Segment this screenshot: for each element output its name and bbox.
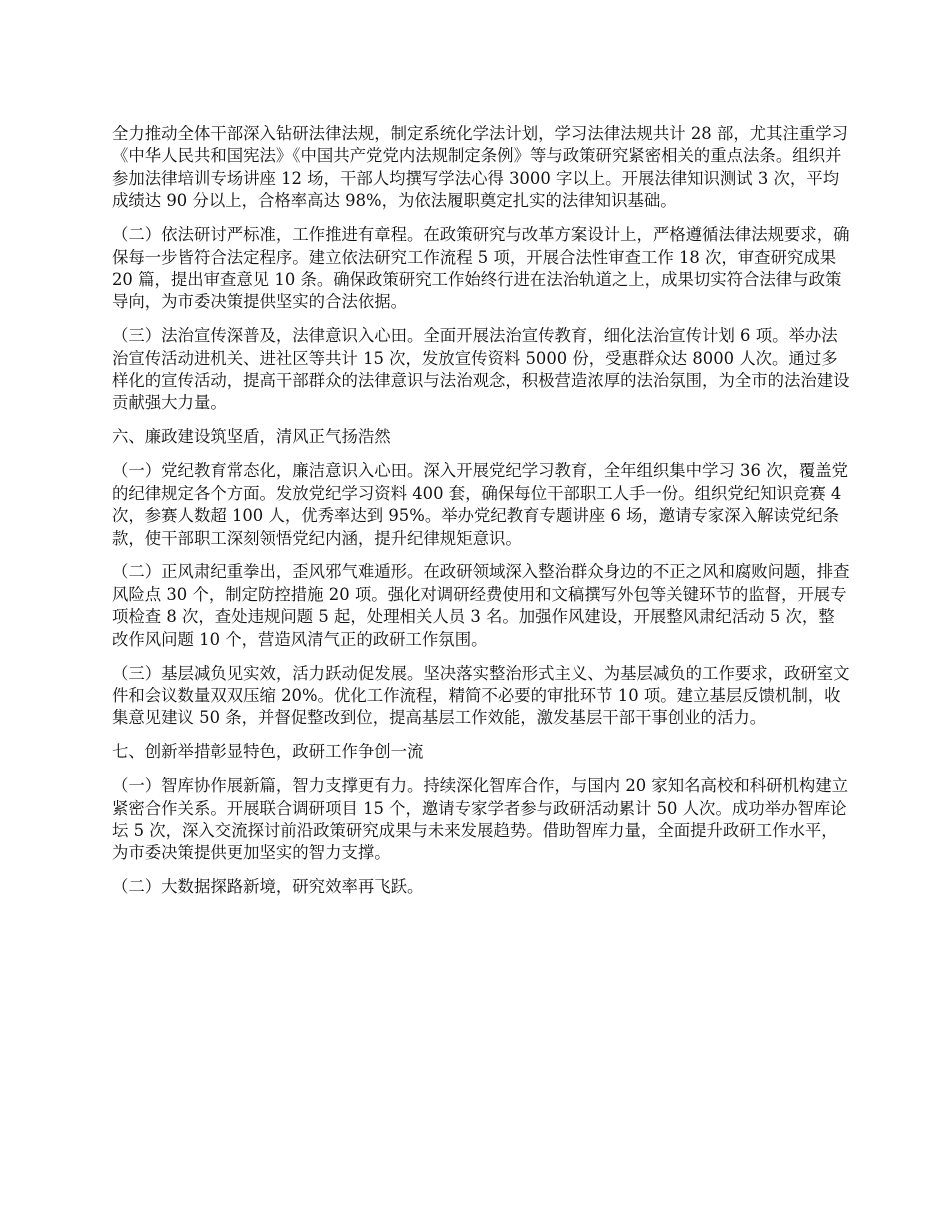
paragraph-discipline-education: （一）党纪教育常态化，廉洁意识入心田。深入开展党纪学习教育，全年组织集中学习 36 次，覆盖党的纪律规定各个方面。发放党纪学习资料 400 套，确保每位干部职工人手一份。组织党纪知识竞赛 4 次，参赛人数超 100 人，优秀率达到 95%。举办党纪教育专题讲座 6 场，邀请专家深入解读党纪条款，使干部职工深刻领悟党纪内涵，提升纪律规矩意识。 <box>112 461 849 548</box>
paragraph-legal-research: （二）依法研讨严标准，工作推进有章程。在政策研究与改革方案设计上，严格遵循法律法规要求，确保每一步皆符合法定程序。建立依法研究工作流程 5 项，开展合法性审查工作 18 次，审查研究成果 20 篇，提出审查意见 10 条。确保政策研究工作始终行进在法治轨道之上，成果切实符合法律与政策导向，为市委决策提供坚实的合法依据。 <box>112 225 850 312</box>
paragraph-discipline-enforcement: （二）正风肃纪重拳出，歪风邪气难遁形。在政研领域深入整治群众身边的不正之风和腐败问题，排查风险点 30 个，制定防控措施 20 项。强化对调研经费使用和文稿撰写外包等关键环节的监督，开展专项检查 8 次，查处违规问题 5 起，处理相关人员 3 名。加强作风建设，开展整风肃纪活动 5 次，整改作风问题 10 个，营造风清气正的政研工作氛围。 <box>112 562 850 649</box>
paragraph-grassroots-burden: （三）基层减负见实效，活力跃动促发展。坚决落实整治形式主义、为基层减负的工作要求，政研室文件和会议数量双双压缩 20%。优化工作流程，精简不必要的审批环节 10 项。建立基层反馈机制，收集意见建议 50 条，并督促整改到位，提高基层工作效能，激发基层干部干事创业的活力。 <box>112 663 850 728</box>
section-heading-integrity: 六、廉政建设筑坚盾，清风正气扬浩然 <box>112 427 391 447</box>
section-heading-innovation: 七、创新举措彰显特色，政研工作争创一流 <box>112 742 424 762</box>
paragraph-big-data: （二）大数据探路新境，研究效率再飞跃。 <box>112 877 424 897</box>
paragraph-legal-study: 全力推动全体干部深入钻研法律法规，制定系统化学法计划，学习法律法规共计 28 部，尤其注重学习《中华人民共和国宪法》《中国共产党党内法规制定条例》等与政策研究紧密相关的重点法条。组织并参加法律培训专场讲座 12 场，干部人均撰写学法心得 3000 字以上。开展法律知识测试 3 次，平均成绩达 90 分以上，合格率高达 98%，为依法履职奠定扎实的法律知识基础。 <box>112 124 849 211</box>
paragraph-legal-publicity: （三）法治宣传深普及，法律意识入心田。全面开展法治宣传教育，细化法治宣传计划 6 项。举办法治宣传活动进机关、进社区等共计 15 次，发放宣传资料 5000 份，受惠群众达 8000 人次。通过多样化的宣传活动，提高干部群众的法律意识与法治观念，积极营造浓厚的法治氛围，为全市的法治建设贡献强大力量。 <box>112 326 850 413</box>
paragraph-think-tank: （一）智库协作展新篇，智力支撑更有力。持续深化智库合作，与国内 20 家知名高校和科研机构建立紧密合作关系。开展联合调研项目 15 个，邀请专家学者参与政研活动累计 50 人次。成功举办智库论坛 5 次，深入交流探讨前沿政策研究成果与未来发展趋势。借助智库力量，全面提升政研工作水平，为市委决策提供更加坚实的智力支撑。 <box>112 776 849 863</box>
document-body <box>112 123 850 910</box>
